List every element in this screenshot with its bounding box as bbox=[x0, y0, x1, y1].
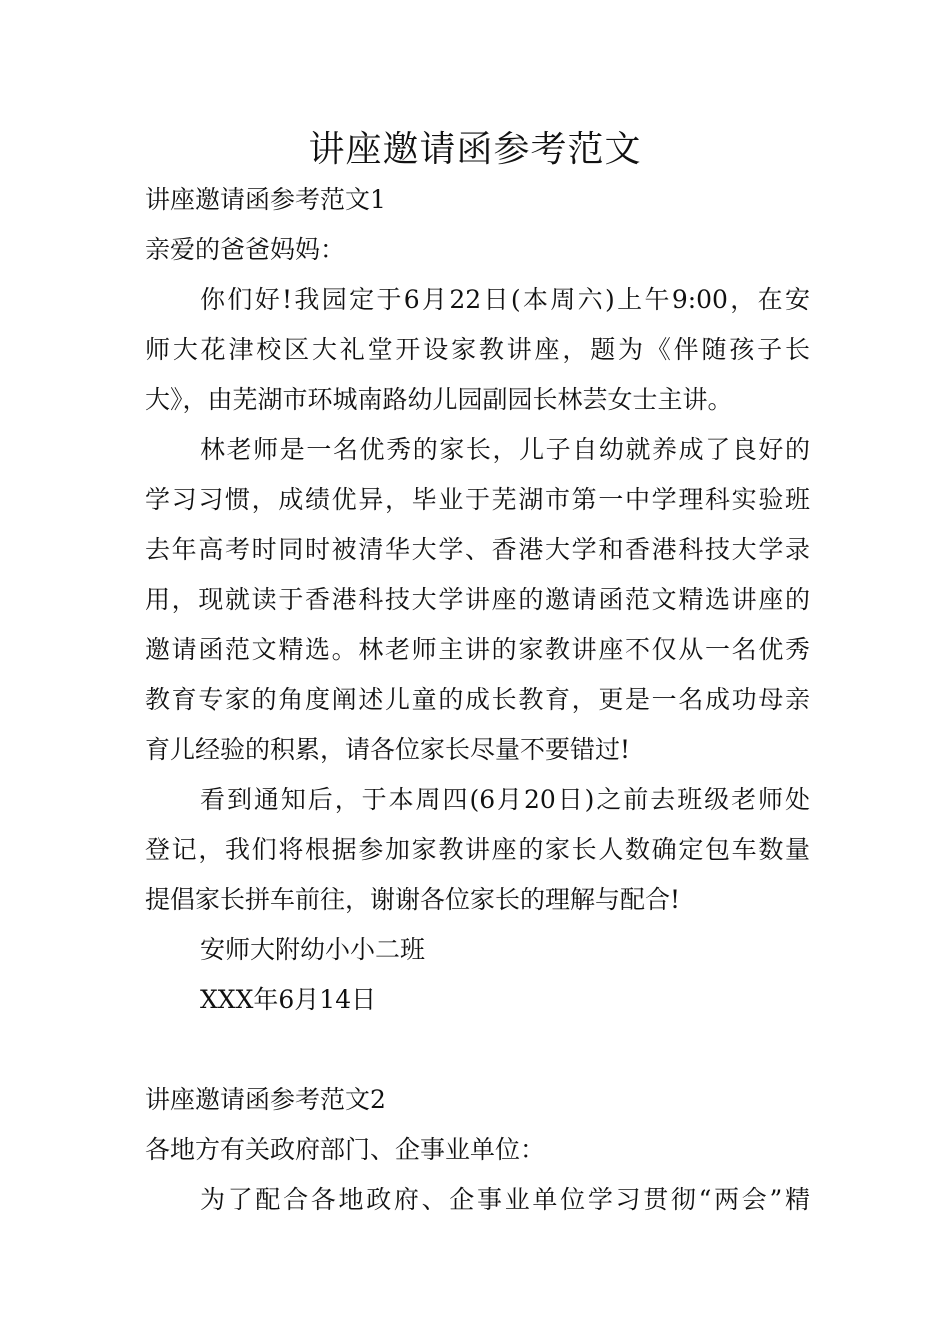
sample1-para2-line: 用，现就读于香港科技大学讲座的邀请函范文精选讲座的 bbox=[145, 585, 810, 614]
sample1-date: XXX年6月14日 bbox=[200, 985, 377, 1014]
sample1-para3-line: 提倡家长拼车前往，谢谢各位家长的理解与配合! bbox=[145, 885, 681, 914]
sample1-para1-line: 大》，由芜湖市环城南路幼儿园副园长林芸女士主讲。 bbox=[145, 385, 733, 414]
sample1-para1-line: 你们好!我园定于6月22日(本周六)上午9:00，在安 bbox=[200, 285, 810, 314]
sample1-para3-line: 登记，我们将根据参加家教讲座的家长人数确定包车数量 bbox=[145, 835, 810, 864]
sample2-heading: 讲座邀请函参考范文2 bbox=[145, 1085, 386, 1114]
sample1-signature: 安师大附幼小小二班 bbox=[200, 935, 426, 964]
sample2-salutation: 各地方有关政府部门、企事业单位： bbox=[145, 1135, 546, 1164]
sample2-para1-line: 为了配合各地政府、企事业单位学习贯彻“两会”精 bbox=[200, 1185, 810, 1214]
sample1-para2-line: 育儿经验的积累，请各位家长尽量不要错过! bbox=[145, 735, 631, 764]
sample1-para2-line: 去年高考时同时被清华大学、香港大学和香港科技大学录 bbox=[145, 535, 810, 564]
sample1-para1-line: 师大花津校区大礼堂开设家教讲座，题为《伴随孩子长 bbox=[145, 335, 810, 364]
sample1-heading: 讲座邀请函参考范文1 bbox=[145, 185, 386, 214]
sample1-para2-line: 学习习惯，成绩优异，毕业于芜湖市第一中学理科实验班 bbox=[145, 485, 810, 514]
sample1-para3-line: 看到通知后，于本周四(6月20日)之前去班级老师处 bbox=[200, 785, 810, 814]
sample1-para2-line: 林老师是一名优秀的家长，儿子自幼就养成了良好的 bbox=[200, 435, 810, 464]
sample1-para2-line: 邀请函范文精选。林老师主讲的家教讲座不仅从一名优秀 bbox=[145, 635, 810, 664]
sample1-salutation: 亲爱的爸爸妈妈： bbox=[145, 235, 346, 264]
document-title: 讲座邀请函参考范文 bbox=[308, 129, 642, 170]
sample1-para2-line: 教育专家的角度阐述儿童的成长教育，更是一名成功母亲 bbox=[145, 685, 810, 714]
